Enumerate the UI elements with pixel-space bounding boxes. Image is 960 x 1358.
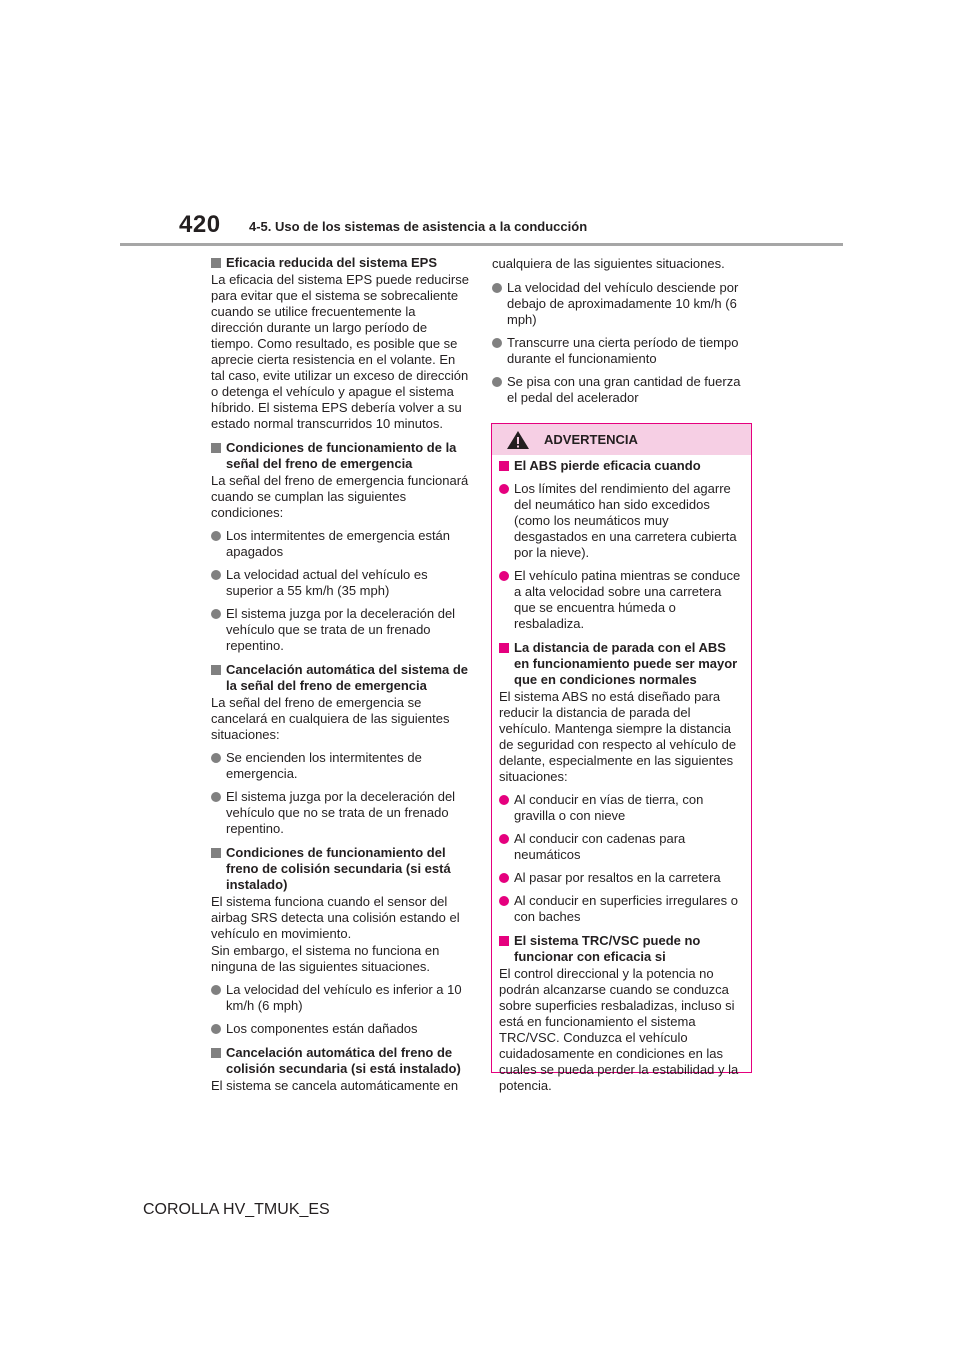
page-number: 420 [179, 211, 221, 238]
abs-heading: El ABS pierde eficacia cuando [499, 458, 744, 474]
continued-bullet: Se pisa con una gran cantidad de fuerza el pedal del acelerador [492, 374, 754, 406]
stop-heading: La distancia de parada con el ABS en funcionamiento puede ser mayor que en condiciones normales [499, 640, 744, 688]
warning-body [492, 455, 751, 1094]
footer-model: COROLLA HV_TMUK_ES [143, 1201, 330, 1218]
warning-title: ADVERTENCIA [544, 432, 638, 447]
stop-bullet: Al conducir en vías de tierra, con gravilla o con nieve [499, 792, 744, 824]
cancel-bullet: El sistema juzga por la deceleración del vehículo que no se trata de un frenado repentino. [211, 789, 471, 837]
warning-header [492, 424, 751, 455]
trc-heading: El sistema TRC/VSC puede no funcionar con eficacia si [499, 933, 744, 965]
scb-heading: Condiciones de funcionamiento del freno de colisión secundaria (si está instalado) [211, 845, 471, 893]
ess-bullet: Los intermitentes de emergencia están apagados [211, 528, 471, 560]
ess-heading: Condiciones de funcionamiento de la señal del freno de emergencia [211, 440, 471, 472]
cancel-bullet: Se encienden los intermitentes de emergencia. [211, 750, 471, 782]
stop-bullet: Al conducir con cadenas para neumáticos [499, 831, 744, 863]
cancel-text: La señal del freno de emergencia se cancelará en cualquiera de las siguientes situaciones: [211, 695, 450, 742]
ess-bullet: El sistema juzga por la deceleración del vehículo que se trata de un frenado repentino. [211, 606, 471, 654]
cancel-heading: Cancelación automática del sistema de la señal del freno de emergencia [211, 662, 471, 694]
stop-text: El sistema ABS no está diseñado para reducir la distancia de parada del vehículo. Mantenga siempre la distancia de seguridad con respecto al vehículo de delante, especialmente en las siguientes situaciones: [499, 689, 737, 784]
scb-bullet: La velocidad del vehículo es inferior a 10 km/h (6 mph) [211, 982, 471, 1014]
continued-bullet: La velocidad del vehículo desciende por debajo de aproximadamente 10 km/h (6 mph) [492, 280, 754, 328]
page-header [0, 0, 960, 250]
left-column [211, 255, 471, 1094]
warning-box [491, 423, 752, 1093]
abs-bullet: Los límites del rendimiento del agarre del neumático han sido excedidos (como los neumáticos muy desgastados en una carretera cubierta por la nieve). [499, 481, 744, 561]
scb-cancel-text: El sistema se cancela automáticamente en [211, 1078, 459, 1093]
header-rule [120, 243, 843, 246]
ess-text: La señal del freno de emergencia funcionará cuando se cumplan las siguientes condiciones: [211, 473, 469, 520]
eps-text: La eficacia del sistema EPS puede reducirse para evitar que el sistema se sobrecaliente cuando se utilice frecuentemente la dirección durante un largo período de tiempo. Como resultado, es posible que se aprecie cierta resistencia en el volante. En tal caso, evite utilizar un exceso de dirección o detenga el vehículo y apague el sistema híbrido. El sistema EPS debería volver a su estado normal transcurridos 10 minutos. [211, 272, 469, 431]
abs-bullet: El vehículo patina mientras se conduce a alta velocidad sobre una carretera que se encuentra húmeda o resbaladiza. [499, 568, 744, 632]
stop-bullet: Al pasar por resaltos en la carretera [499, 870, 744, 886]
trc-text: El control direccional y la potencia no podrán alcanzarse cuando se conduzca sobre superficies resbaladizas, incluso si está en funcionamiento el sistema TRC/VSC. Conduzca el vehículo cuidadosamente en condiciones en las cuales se pueda perder la estabilidad y la potencia. [499, 966, 739, 1093]
warning-triangle-icon [506, 430, 530, 450]
continued-bullet: Transcurre una cierta período de tiempo durante el funcionamiento [492, 335, 754, 367]
scb-text-2: Sin embargo, el sistema no funciona en ninguna de las siguientes situaciones. [211, 943, 440, 974]
scb-text: El sistema funciona cuando el sensor del airbag SRS detecta una colisión estando el vehículo en movimiento. [211, 894, 460, 941]
section-title: 4-5. Uso de los sistemas de asistencia a la conducción [249, 219, 588, 234]
ess-bullet: La velocidad actual del vehículo es superior a 55 km/h (35 mph) [211, 567, 471, 599]
scb-bullet: Los componentes están dañados [211, 1021, 471, 1037]
scb-cancel-heading: Cancelación automática del freno de colisión secundaria (si está instalado) [211, 1045, 471, 1077]
continued-text: cualquiera de las siguientes situaciones. [492, 256, 725, 271]
eps-heading: Eficacia reducida del sistema EPS [211, 255, 471, 271]
right-column [492, 255, 754, 406]
stop-bullet: Al conducir en superficies irregulares o con baches [499, 893, 744, 925]
